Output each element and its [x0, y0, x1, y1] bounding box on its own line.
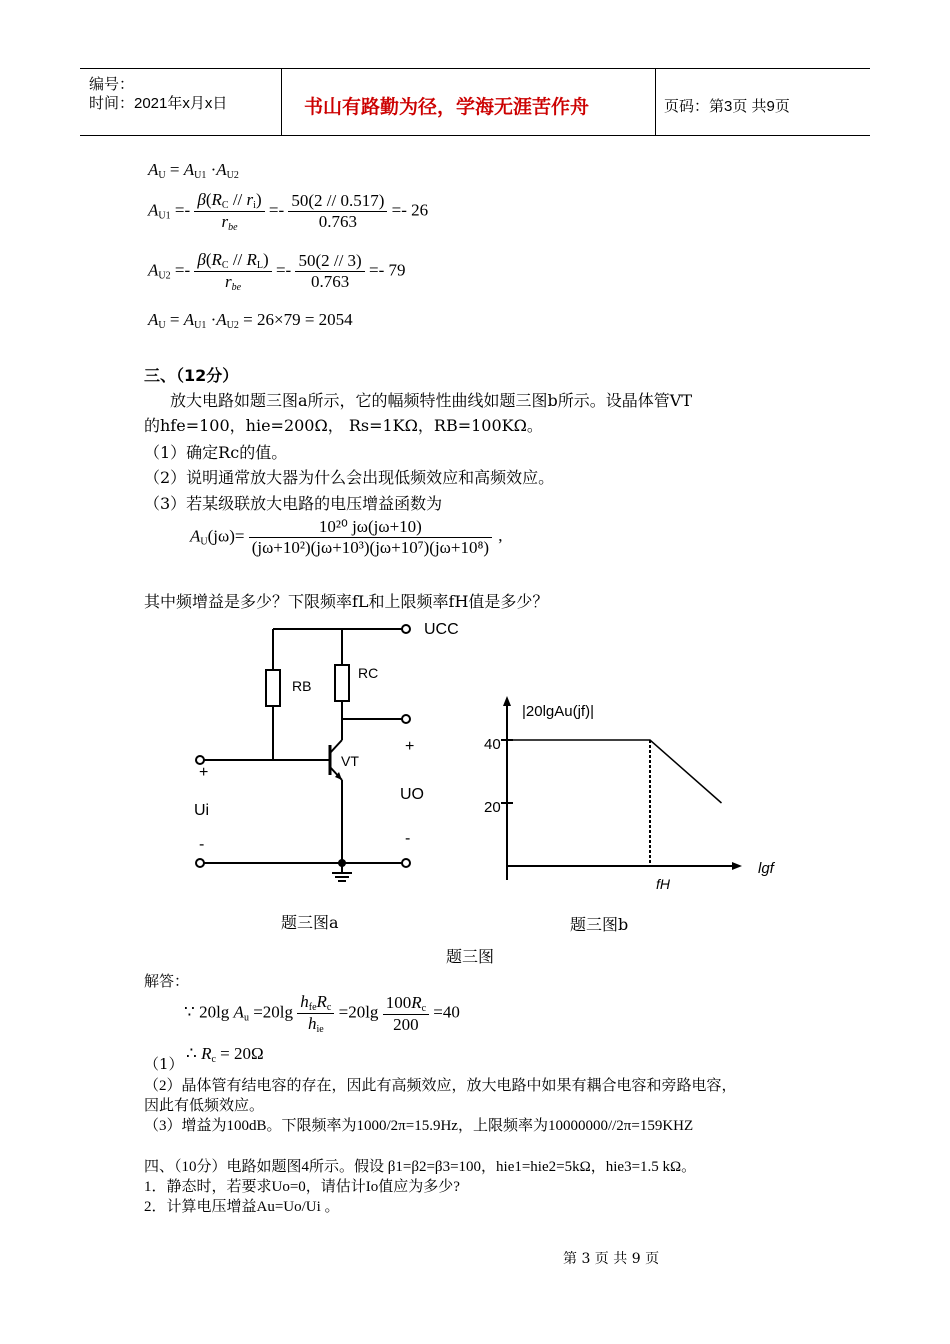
y-axis-arrow-icon	[503, 696, 511, 706]
section4-title: 四、（10分）电路如题图4所示。假设 β1=β2=β3=100，hie1=hie2=5kΩ，hie3=1.5 kΩ。	[144, 1159, 697, 1175]
terminal-in-top	[196, 756, 204, 764]
header-number: 编号：	[89, 76, 135, 93]
caption-b: 题三图b	[570, 915, 629, 934]
junction-dot	[338, 859, 346, 867]
caption-a: 题三图a	[281, 913, 339, 932]
bode-chart	[470, 690, 790, 900]
caption-main: 题三图	[446, 947, 495, 966]
answer-eq1: ∵ 20lg $A_u =20\lg$ $\frac{h_{fe}R_c}{h_{ie}}$ =20lg $\frac{100R_c}{200}$ =40	[184, 992, 460, 1035]
section3-q3: （3）若某级联放大电路的电压增益函数为	[144, 494, 443, 513]
section4-q2: 2．计算电压增益Au=Uo/Ui 。	[144, 1199, 340, 1215]
label-plus-in: +	[199, 764, 209, 781]
au2-fraction-1: $\frac{\beta(R_C // R_L)}{r_{be}}$	[194, 250, 271, 293]
header-bottom-rule	[80, 135, 870, 136]
header-page: 页码：第3页 共9页	[664, 98, 790, 115]
section3-q1: （1）确定Rc的值。	[144, 443, 288, 462]
chart-ytick-20: 20	[484, 799, 501, 816]
section4-q1: 1．静态时，若要求Uo=0，请估计Io值应为多少?	[144, 1179, 460, 1195]
label-rb: RB	[292, 678, 312, 694]
header-motto: 书山有路勤为径，学海无涯苦作舟	[304, 96, 590, 118]
label-plus-out: +	[405, 738, 415, 755]
header-top-rule	[80, 68, 870, 69]
header-date: 时间：2021年x月x日	[89, 95, 228, 112]
terminal-out-top	[402, 715, 410, 723]
au1-fraction-1: $\frac{\beta(R_C // r_i)}{r_{be}}$	[194, 190, 264, 233]
label-ui: Ui	[194, 802, 210, 819]
terminal-in-bottom	[196, 859, 204, 867]
answer-frac-2: $\frac{100R_c}{200}$	[383, 993, 429, 1035]
section3-question: 其中频增益是多少？下限频率fL和上限频率fH值是多少？	[144, 592, 549, 611]
section3-q2: （2）说明通常放大器为什么会出现低频效应和高频效应。	[144, 468, 555, 487]
section3-para2: 的hfe=100，hie=200Ω， Rs=1KΩ，RB=100KΩ。	[144, 416, 543, 435]
answer-frac-1: $\frac{h_{fe}R_c}{h_{ie}}$	[297, 992, 334, 1035]
section3-title: 三、（12分）	[144, 366, 239, 385]
chart-title: |20lgAu(jf)|	[522, 703, 594, 720]
formula-au1: $A_{U1}$ =- $\frac{\beta(R_C // r_i)}{r_{be}}$ =- $\frac{50(2 // 0.517)}{0.763}$ =- 26	[148, 190, 429, 233]
terminal-out-bottom	[402, 859, 410, 867]
chart-ytick-40: 40	[484, 736, 501, 753]
label-minus-in: -	[199, 836, 205, 853]
x-axis-arrow-icon	[732, 862, 742, 870]
formula-au2: $A_{U2}$ =- $\frac{\beta(R_C // R_L)}{r_{be}}$ =- $\frac{50(2 // 3)}{0.763}$ =- 79	[148, 250, 406, 293]
label-vt: VT	[341, 753, 359, 769]
label-rc: RC	[358, 665, 379, 681]
label-uo: UO	[400, 786, 424, 803]
label-ucc: UCC	[424, 621, 459, 638]
chart-fh-label: fH	[656, 876, 670, 892]
answer-2-line2: 因此有低频效应。	[144, 1098, 265, 1114]
formula-au-product: $A_U = A_{U1} \cdot A_{U2}$	[148, 160, 239, 181]
header-divider-2	[655, 68, 656, 136]
answer-eq2: ∴ $R_c = 20\Omega$	[186, 1044, 264, 1065]
answer-label: 解答：	[144, 972, 190, 990]
answer-2-line1: （2）晶体管有结电容的存在，因此有高频效应，放大电路中如果有耦合电容和旁路电容，	[144, 1078, 737, 1094]
section3-para1: 放大电路如题三图a所示，它的幅频特性曲线如题三图b所示。设晶体管VT	[170, 391, 693, 410]
answer-3: （3）增益为100dB。下限频率为1000/2π=15.9Hz，上限频率为10000000//2π=159KHZ	[144, 1118, 694, 1134]
transfer-function: $A_U(j\omega)=$ $\frac{\text{10²⁰ jω(jω+10)}}{\text{(jω+10²)(jω+10³)(jω+10⁷)(jω+10⁸)}}$ ,	[190, 517, 503, 557]
chart-xlabel: lgf	[758, 860, 774, 877]
magnitude-line	[507, 740, 722, 803]
au1-fraction-2: $\frac{50(2 // 0.517)}{0.763}$	[288, 191, 387, 232]
circuit-diagram	[180, 615, 470, 895]
au2-fraction-2: $\frac{50(2 // 3)}{0.763}$	[295, 251, 364, 292]
answer-eq2-prefix: （1）	[144, 1055, 184, 1073]
header-divider-1	[281, 68, 282, 136]
formula-au-total: $A_U = A_{U1} \cdot A_{U2} = 26\times 79 = 2054$	[148, 310, 353, 331]
terminal-ucc	[402, 625, 410, 633]
transfer-fraction: $\frac{\text{10²⁰ jω(jω+10)}}{\text{(jω+10²)(jω+10³)(jω+10⁷)(jω+10⁸)}}$	[249, 517, 492, 558]
footer-page-number: 第 3 页 共 9 页	[563, 1251, 660, 1267]
label-minus-out: -	[405, 830, 411, 847]
